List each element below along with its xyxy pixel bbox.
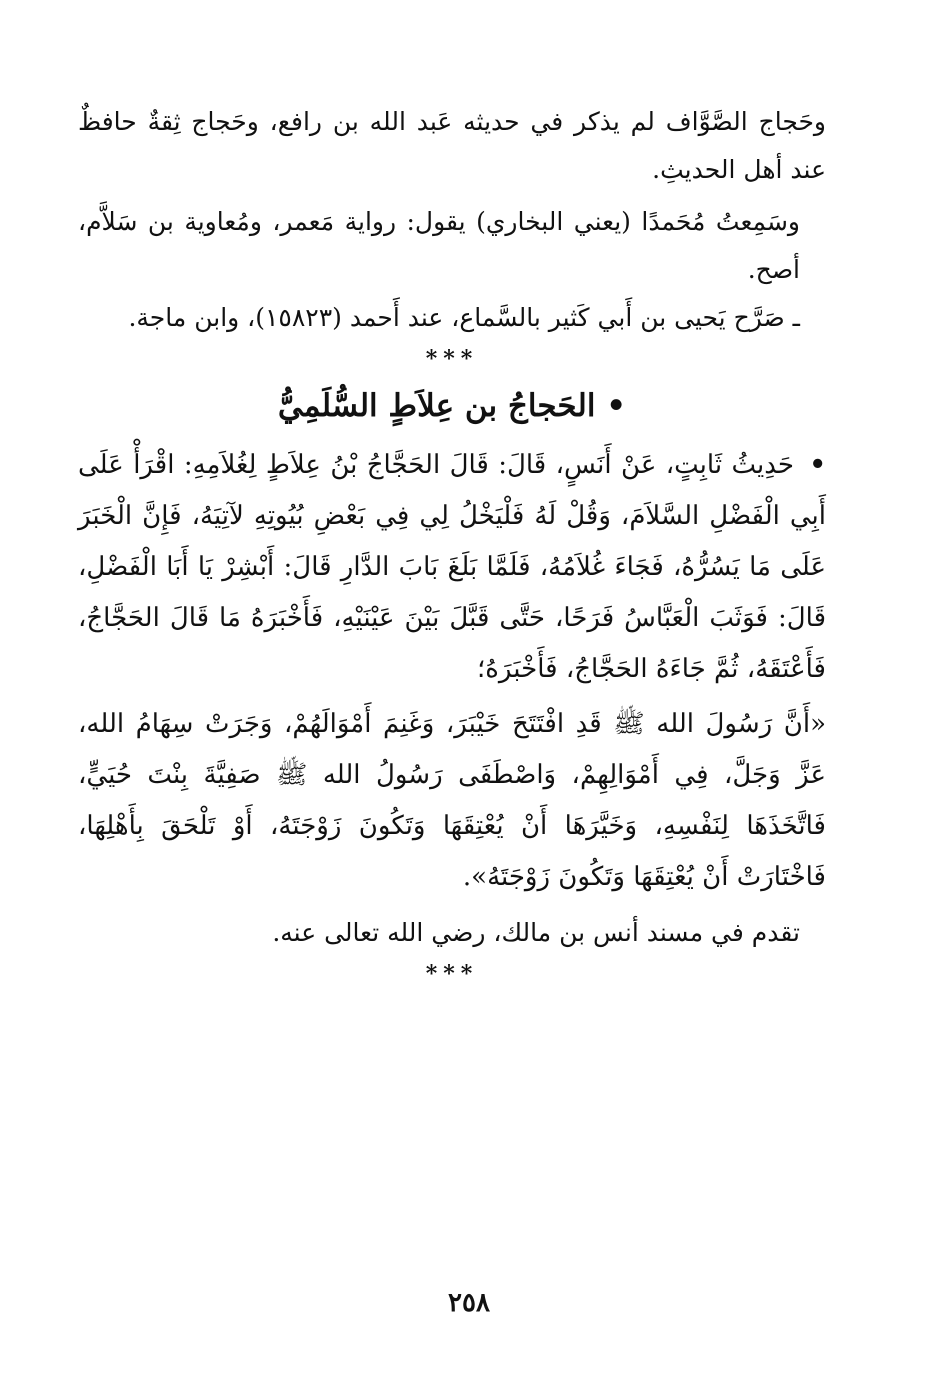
cross-reference-note: تقدم في مسند أنس بن مالك، رضي الله تعالى عنه.: [272, 918, 800, 947]
hadith-narration: [78, 440, 826, 695]
hadith-bullet: •: [809, 450, 827, 480]
hadith-text: حَدِيثُ ثَابِتٍ، عَنْ أَنَسٍ، قَالَ: قَالَ الحَجَّاجُ بْنُ عِلاَطٍ لِغُلاَمِهِ: اقْرَأْ عَلَى أَبِي الْفَضْلِ السَّلاَمَ، وَقُلْ لَهُ فَلْيَخْلُ لِي فِي بَعْضِ بُيُوتِهِ لآتِيَهُ، فَإِنَّ الْخَبَرَ عَلَى مَا يَسُرُّهُ، فَجَاءَ غُلاَمُهُ، فَلَمَّا بَلَغَ بَابَ الدَّارِ قَالَ: أَبْشِرْ يَا أَبَا الْفَضْلِ، قَالَ: فَوَثَبَ الْعَبَّاسُ فَرَحًا، حَتَّى قَبَّلَ بَيْنَ عَيْنَيْهِ، فَأَخْبَرَهُ مَا قَالَ الحَجَّاجُ، فَأَعْتَقَهُ، ثُمَّ جَاءَهُ الحَجَّاجُ، فَأَخْبَرَهُ؛: [78, 450, 826, 684]
paragraph-sama-note: ـ صَرَّح يَحيى بن أَبي كَثير بالسَّماع، عند أَحمد (١٥٨٢٣)، وابن ماجة.: [128, 303, 800, 332]
page-body: [78, 98, 826, 993]
section-separator: ***: [425, 346, 479, 372]
section-heading: [78, 378, 826, 434]
end-separator: ***: [425, 961, 479, 987]
hadith-quote: «أَنَّ رَسُولَ الله ﷺ قَدِ افْتَتَحَ خَيْبَرَ، وَغَنِمَ أَمْوَالَهُمْ، وَجَرَتْ سِهَامُ الله، عَزَّ وَجَلَّ، فِي أَمْوَالِهِمْ، وَاصْطَفَى رَسُولُ الله ﷺ صَفِيَّةَ بِنْتَ حُيَيٍّ، فَاتَّخَذَهَا لِنَفْسِهِ، وَخَيَّرَهَا أَنْ يُعْتِقَهَا وَتَكُونَ زَوْجَتَهُ، أَوْ تَلْحَقَ بِأَهْلِهَا، فَاخْتَارَتْ أَنْ يُعْتِقَهَا وَتَكُونَ زَوْجَتَهُ».: [78, 709, 826, 892]
paragraph-hajjaj-sawwaf: وحَجاج الصَّوَّاف لم يذكر في حديثه عَبد الله بن رافع، وحَجاج ثِقةٌ حافظٌ عند أهل الحديثِ.: [78, 107, 826, 184]
page-number: ٢٥٨: [448, 1288, 490, 1318]
paragraph-bukhari-opinion: وسَمِعتُ مُحَمدًا (يعني البخاري) يقول: رواية مَعمر، ومُعاوية بن سَلاَّم، أصح.: [78, 207, 800, 284]
heading-bullet: •: [606, 388, 627, 424]
heading-title: الحَجاجُ بن عِلاَطٍ السُّلَمِيُّ: [277, 388, 596, 424]
